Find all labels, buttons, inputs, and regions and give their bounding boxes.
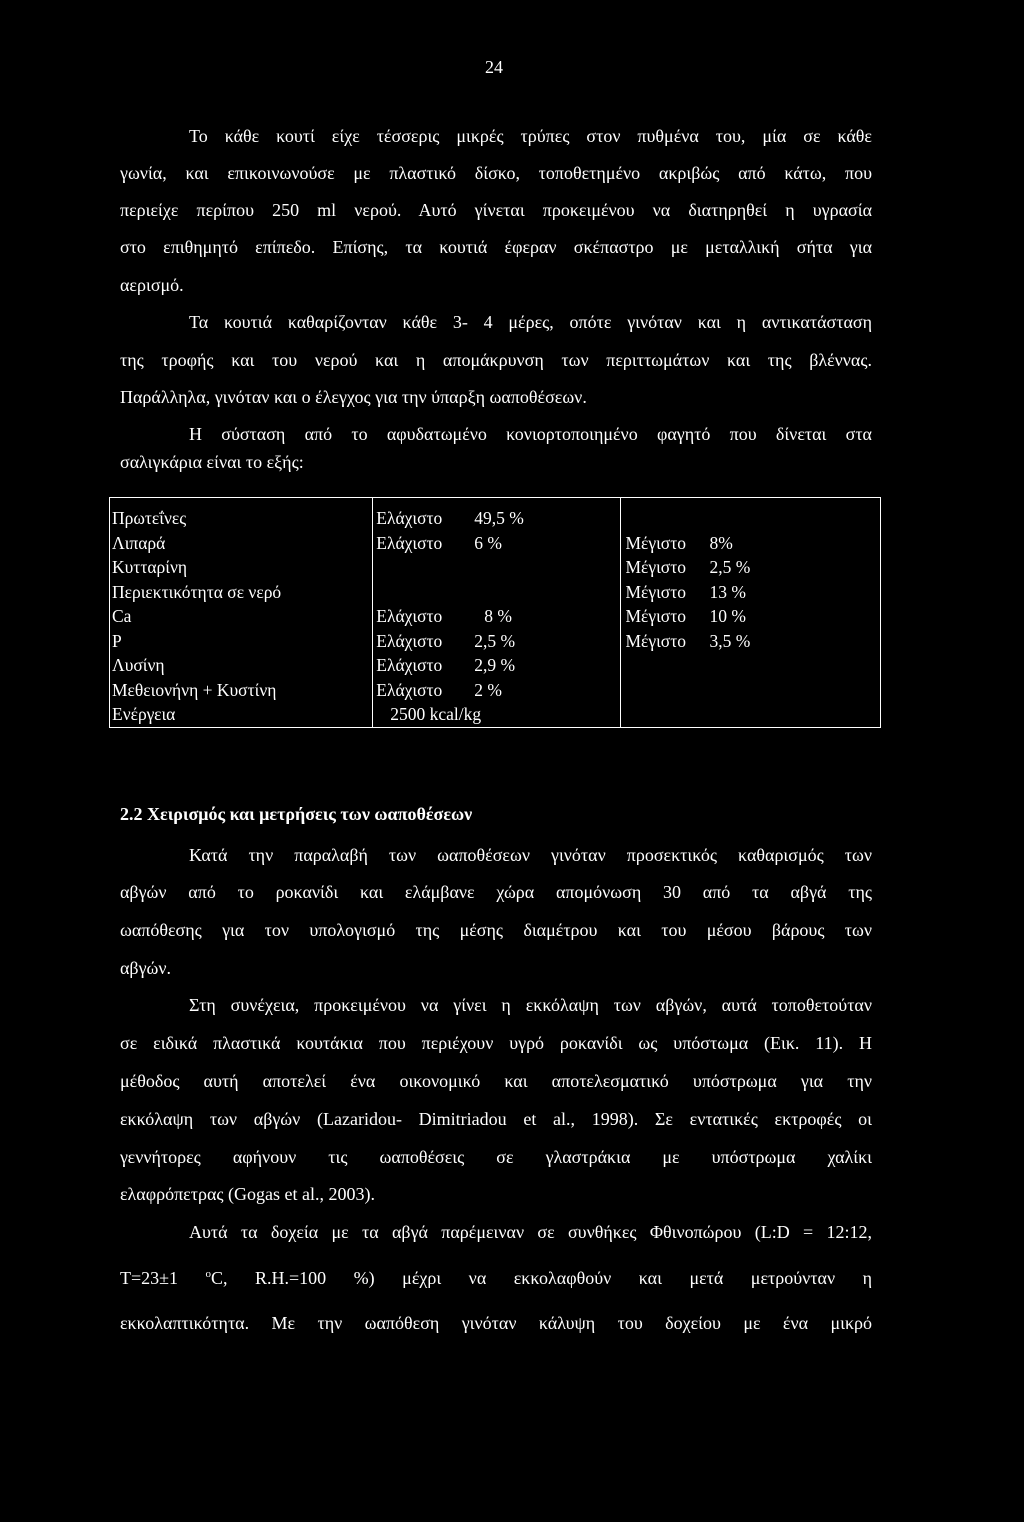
- component-label: Πρωτεΐνες: [112, 508, 187, 528]
- maximum-cell: [625, 580, 880, 605]
- paragraph-5-line-1: Στη συνέχεια, προκειμένου να γίνει η εκκόλαψη των αβγών, αυτά τοποθετούταν: [189, 995, 872, 1015]
- degree-superscript: o: [205, 1268, 212, 1280]
- minimum-cell: [376, 555, 620, 580]
- paragraph-1-line-4: στο επιθημητό επίπεδο. Επίσης, τα κουτιά έφεραν σκέπαστρο με μεταλλική σήτα για: [120, 237, 872, 257]
- paragraph-1-line-1: Το κάθε κουτί είχε τέσσερις μικρές τρύπες στον πυθμένα του, μία σε κάθε: [189, 126, 872, 146]
- maximum-cell: [625, 531, 880, 556]
- maximum-value: 8%: [709, 532, 733, 553]
- minimum-label: Ελάχιστο: [376, 630, 443, 651]
- paragraph-3-line-2: σαλιγκάρια είναι το εξής:: [120, 452, 304, 472]
- minimum-label: Ελάχιστο: [376, 508, 443, 528]
- conditions-text: C, R.H.=100 %) μέχρι να εκκολαφθούν και μετά μετρούνταν η: [211, 1268, 872, 1288]
- paragraph-5-line-4: εκκόλαψη των αβγών (Lazaridou- Dimitriadou et al., 1998). Σε εντατικές εκτροφές οι: [120, 1109, 872, 1129]
- paragraph-2-line-2: της τροφής και του νερού και η απομάκρυνση των περιττωμάτων και της βλέννας.: [120, 350, 872, 370]
- maximum-cell: [625, 653, 880, 678]
- paragraph-4-line-1: Κατά την παραλαβή των ωαποθέσεων γινόταν προσεκτικός καθαρισμός των: [189, 845, 872, 865]
- maximum-label: Μέγιστο: [625, 557, 687, 577]
- maximum-column: [621, 498, 881, 728]
- paragraph-5-line-2: σε ειδικά πλαστικά κουτάκια που περιέχουν υγρό ροκανίδι ως υπόστωμα (Εικ. 11). Η: [120, 1033, 872, 1053]
- minimum-cell: [376, 580, 620, 605]
- paragraph-5-line-3: μέθοδος αυτή αποτελεί ένα οικονομικό και αποτελεσματικό υπόστρωμα για την: [120, 1071, 872, 1091]
- components-column: [110, 498, 373, 728]
- paragraph-3-line-1: Η σύσταση από το αφυδατωμένο κονιορτοποιημένο φαγητό που δίνεται στα: [189, 424, 872, 444]
- maximum-label: Μέγιστο: [625, 630, 687, 651]
- component-label: Λυσίνη: [112, 655, 165, 675]
- maximum-cell: [625, 629, 880, 654]
- maximum-value: 13 %: [709, 581, 746, 602]
- minimum-value: 2500 kcal/kg: [390, 704, 482, 724]
- maximum-cell: [625, 555, 880, 580]
- paragraph-1-line-2: γωνία, και επικοινωνούσε με πλαστικό δίσκο, τοποθετημένο ακριβώς από κάτω, που: [120, 163, 872, 183]
- paragraph-4-line-3: ωαπόθεσης για τον υπολογισμό της μέσης διαμέτρου και του μέσου βάρους των: [120, 920, 872, 940]
- paragraph-2-line-3: Παράλληλα, γινόταν και ο έλεγχος για την ύπαρξη ωαποθέσεων.: [120, 387, 587, 407]
- maximum-cell: [625, 702, 880, 727]
- component-label: Ενέργεια: [112, 704, 176, 724]
- maximum-label: Μέγιστο: [625, 532, 687, 553]
- component-label: Ca: [112, 606, 132, 626]
- maximum-value: 3,5 %: [709, 630, 751, 651]
- paragraph-4-line-4: αβγών.: [120, 958, 172, 978]
- minimum-label: Ελάχιστο: [376, 532, 443, 553]
- paragraph-6-line-1: Αυτά τα δοχεία με τα αβγά παρέμειναν σε συνθήκες Φθινοπώρου (L:D = 12:12,: [189, 1222, 872, 1242]
- component-label: Κυτταρίνη: [112, 557, 188, 577]
- minimum-value: 6 %: [474, 532, 502, 553]
- minimum-cell: [376, 531, 620, 556]
- paragraph-6-line-3: εκκολαπτικότητα. Με την ωαπόθεση γινόταν κάλυψη του δοχείου με ένα μικρό: [120, 1313, 872, 1333]
- minimum-label: Ελάχιστο: [376, 606, 443, 626]
- minimum-value: 8 %: [484, 606, 512, 626]
- minimum-cell: [376, 506, 620, 531]
- minimum-label: Ελάχιστο: [376, 679, 443, 700]
- minimum-cell: [376, 653, 620, 678]
- minimum-cell: [376, 702, 620, 727]
- paragraph-4-line-2: αβγών από το ροκανίδι και ελάμβανε χώρα απομόνωση 30 από τα αβγά της: [120, 882, 872, 902]
- minimum-label: Ελάχιστο: [376, 655, 443, 675]
- maximum-cell: [625, 678, 880, 703]
- section-heading: 2.2 Χειρισμός και μετρήσεις των ωαποθέσεων: [120, 804, 473, 824]
- component-label: Λιπαρά: [112, 532, 166, 553]
- temperature-text: Τ=23±1: [120, 1268, 206, 1288]
- page-number: [0, 57, 1024, 78]
- maximum-label: Μέγιστο: [625, 606, 687, 626]
- minimum-value: 2,9 %: [474, 655, 516, 675]
- component-label: Περιεκτικότητα σε νερό: [112, 581, 282, 602]
- paragraph-5-line-6: ελαφρόπετρας (Gogas et al., 2003).: [120, 1184, 375, 1204]
- maximum-cell: [625, 506, 880, 531]
- maximum-value: 10 %: [709, 606, 746, 626]
- page-number-text: 24: [485, 57, 503, 77]
- minimum-value: 49,5 %: [474, 508, 524, 528]
- paragraph-2-line-1: Τα κουτιά καθαρίζονταν κάθε 3- 4 μέρες, οπότε γινόταν και η αντικατάσταση: [189, 312, 872, 332]
- composition-table: [109, 497, 881, 728]
- paragraph-1-line-3: περιείχε περίπου 250 ml νερού. Αυτό γίνεται προκειμένου να διατηρηθεί η υγρασία: [120, 200, 872, 220]
- paragraph-6-line-2: [120, 1266, 872, 1290]
- minimum-value: 2 %: [474, 679, 502, 700]
- maximum-cell: [625, 604, 880, 629]
- minimum-value: 2,5 %: [474, 630, 516, 651]
- minimum-cell: [376, 678, 620, 703]
- maximum-value: 2,5 %: [709, 557, 751, 577]
- minimum-cell: [376, 629, 620, 654]
- minimum-column: [373, 498, 621, 728]
- component-label: Μεθειονήνη + Κυστίνη: [112, 679, 277, 700]
- maximum-label: Μέγιστο: [625, 581, 687, 602]
- paragraph-1-line-5: αερισμό.: [120, 275, 184, 295]
- minimum-cell: [376, 604, 620, 629]
- paragraph-5-line-5: γεννήτορες αφήνουν τις ωαποθέσεις σε γλαστράκια με υπόστρωμα χαλίκι: [120, 1147, 872, 1167]
- component-label: P: [112, 630, 122, 651]
